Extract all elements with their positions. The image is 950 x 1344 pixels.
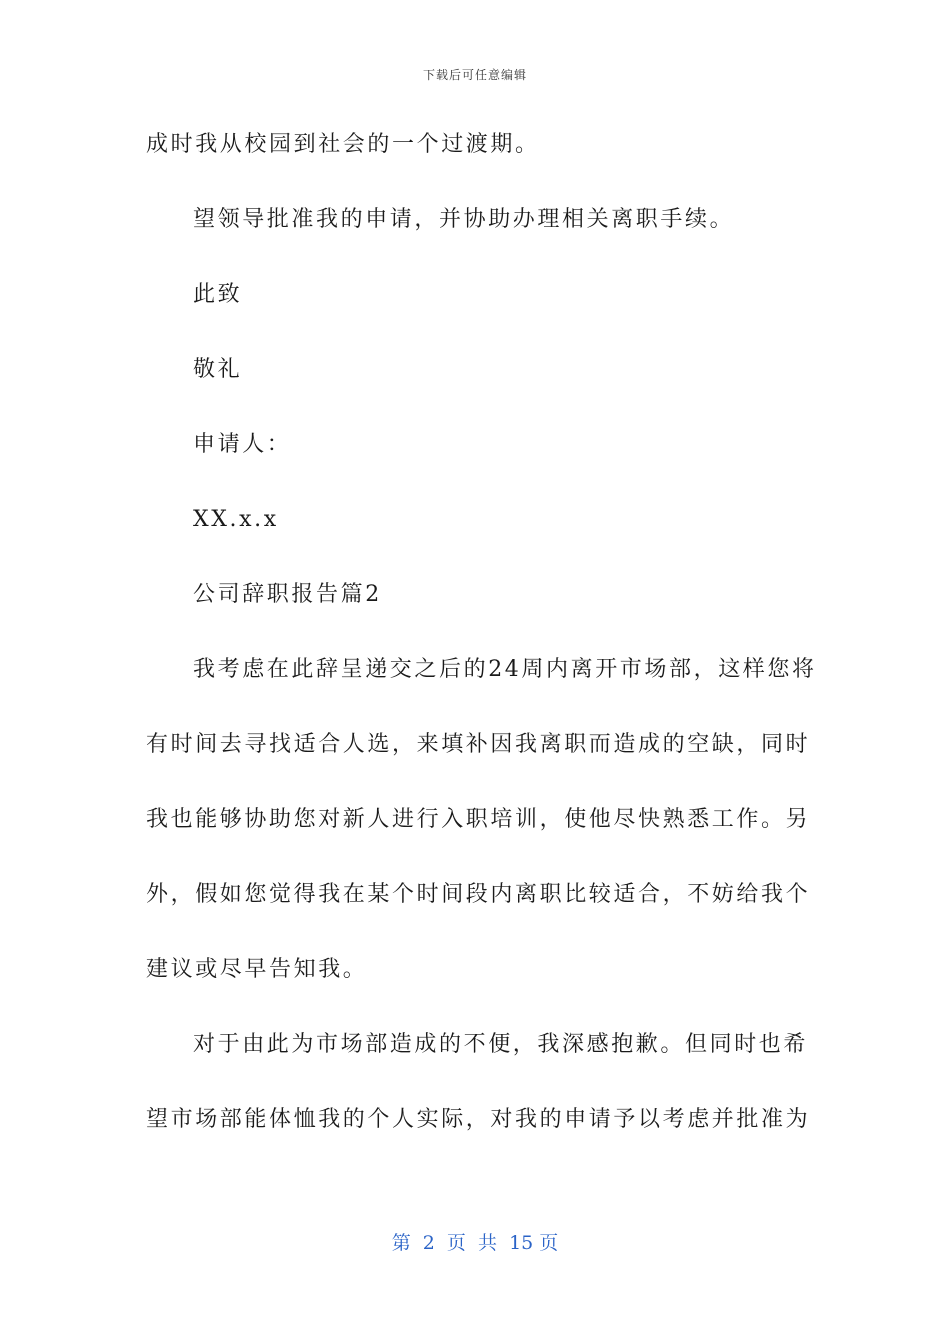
header-note: 下载后可任意编辑	[422, 68, 527, 82]
applicant-label: 申请人：	[193, 432, 292, 457]
body-line: 我考虑在此辞呈递交之后的24周内离开市场部，这样您将	[193, 657, 817, 682]
body-line: 建议或尽早告知我。	[146, 957, 368, 982]
page-number: 第 2 页 共 15 页	[391, 1232, 559, 1254]
closing-salutation: 此致	[193, 282, 243, 307]
body-line: 我也能够协助您对新人进行入职培训，使他尽快熟悉工作。另	[146, 807, 811, 832]
section-heading: 公司辞职报告篇2	[193, 582, 382, 607]
body-line: 有时间去寻找适合人选，来填补因我离职而造成的空缺，同时	[146, 732, 811, 757]
date-line: XX.x.x	[193, 507, 279, 532]
body-line: 对于由此为市场部造成的不便，我深感抱歉。但同时也希	[193, 1032, 809, 1057]
closing-regards: 敬礼	[193, 357, 243, 382]
body-line: 外，假如您觉得我在某个时间段内离职比较适合，不妨给我个	[146, 882, 811, 907]
body-line: 成时我从校园到社会的一个过渡期。	[146, 132, 540, 157]
body-line: 望领导批准我的申请，并协助办理相关离职手续。	[193, 207, 735, 232]
body-line: 望市场部能体恤我的个人实际，对我的申请予以考虑并批准为	[146, 1107, 811, 1132]
